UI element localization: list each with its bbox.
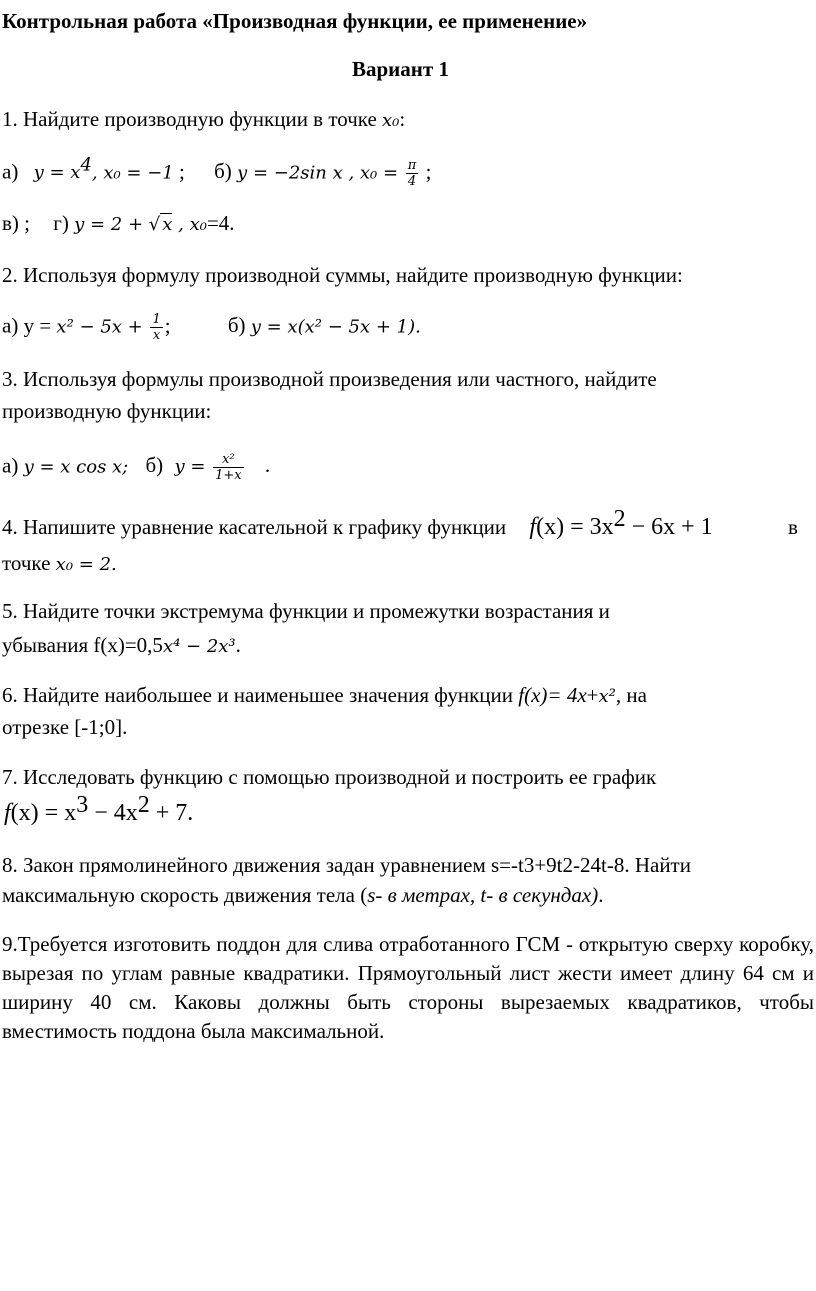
task-2-ab: а) y = x² − 5x + $\frac{1}{x}$ ; б) y = x(x² − 5x + 1).: [2, 312, 421, 343]
task-8-line1: 8. Закон прямолинейного движения задан уравнением s=-t3+9t2-24t-8. Найти: [2, 853, 691, 877]
task-5-line1: 5. Найдите точки экстремума функции и промежутки возрастания и: [2, 599, 610, 623]
task-3-line1: 3. Используя формулы производной произведения или частного, найдите: [2, 367, 657, 391]
frac-x2-1px: $\frac{\text{x²}}{1+x}$: [215, 452, 242, 483]
task-1-intro: 1. Найдите производную функции в точке x₀:: [2, 107, 406, 131]
frac-pi-4: $\frac{\pi}{4}$: [407, 158, 417, 189]
task-5-line2: убывания f(x)=0,5x⁴ − 2x³.: [2, 633, 241, 657]
task-6-line2: отрезке [-1;0].: [2, 715, 128, 739]
task-9-text: 9.Требуется изготовить поддон для слива отработанного ГСМ - открытую сверху коробку, вырезая по углам равные квадратики. Прямоугольный лист жести имеет длину 64 см и ширину 40 см. Каковы должны быть стороны вырезаемых квадратиков, чтобы вместимость поддона была максимальной.: [2, 932, 814, 1043]
frac-1-x: $\frac{1}{x}$: [152, 312, 161, 343]
task-2-intro: 2. Используя формулу производной суммы, найдите производную функции:: [2, 263, 683, 287]
task-1-ab: а) $y = x^4$, x₀ = −1 ; б) y = −2sin x , x₀ = $\frac{\pi}{4}$ ;: [2, 154, 432, 189]
page-title: Контрольная работа «Производная функции, ее применение»: [2, 9, 588, 33]
task-7-line1: 7. Исследовать функцию с помощью производной и построить ее график: [2, 765, 657, 789]
task-4-v: в: [788, 515, 798, 539]
task-6-line1: 6. Найдите наибольшее и наименьшее значения функции f(x)= 4x+x², на: [2, 683, 647, 707]
task-4-line1: 4. Напишите уравнение касательной к графику функции $f(x) = 3x^2 - 6x + 1$: [2, 506, 713, 540]
variant-heading: Вариант 1: [352, 57, 449, 81]
task-3-line2: производную функции:: [2, 399, 212, 423]
task-4-line2: точке x₀ = 2.: [2, 551, 117, 575]
task-3-ab: а) y = x cos x; б) y = $\frac{\text{x²}}{1+x}$ .: [2, 452, 271, 483]
task-7-formula: $f(x) = x^3 - 4x^2 + 7$.: [4, 792, 194, 826]
task-8-line2: максимальную скорость движения тела (s- в метрах, t- в секундах).: [2, 883, 604, 907]
task-1-vg: в) ; г) y = 2 + √ x , x₀=4.: [2, 211, 235, 235]
